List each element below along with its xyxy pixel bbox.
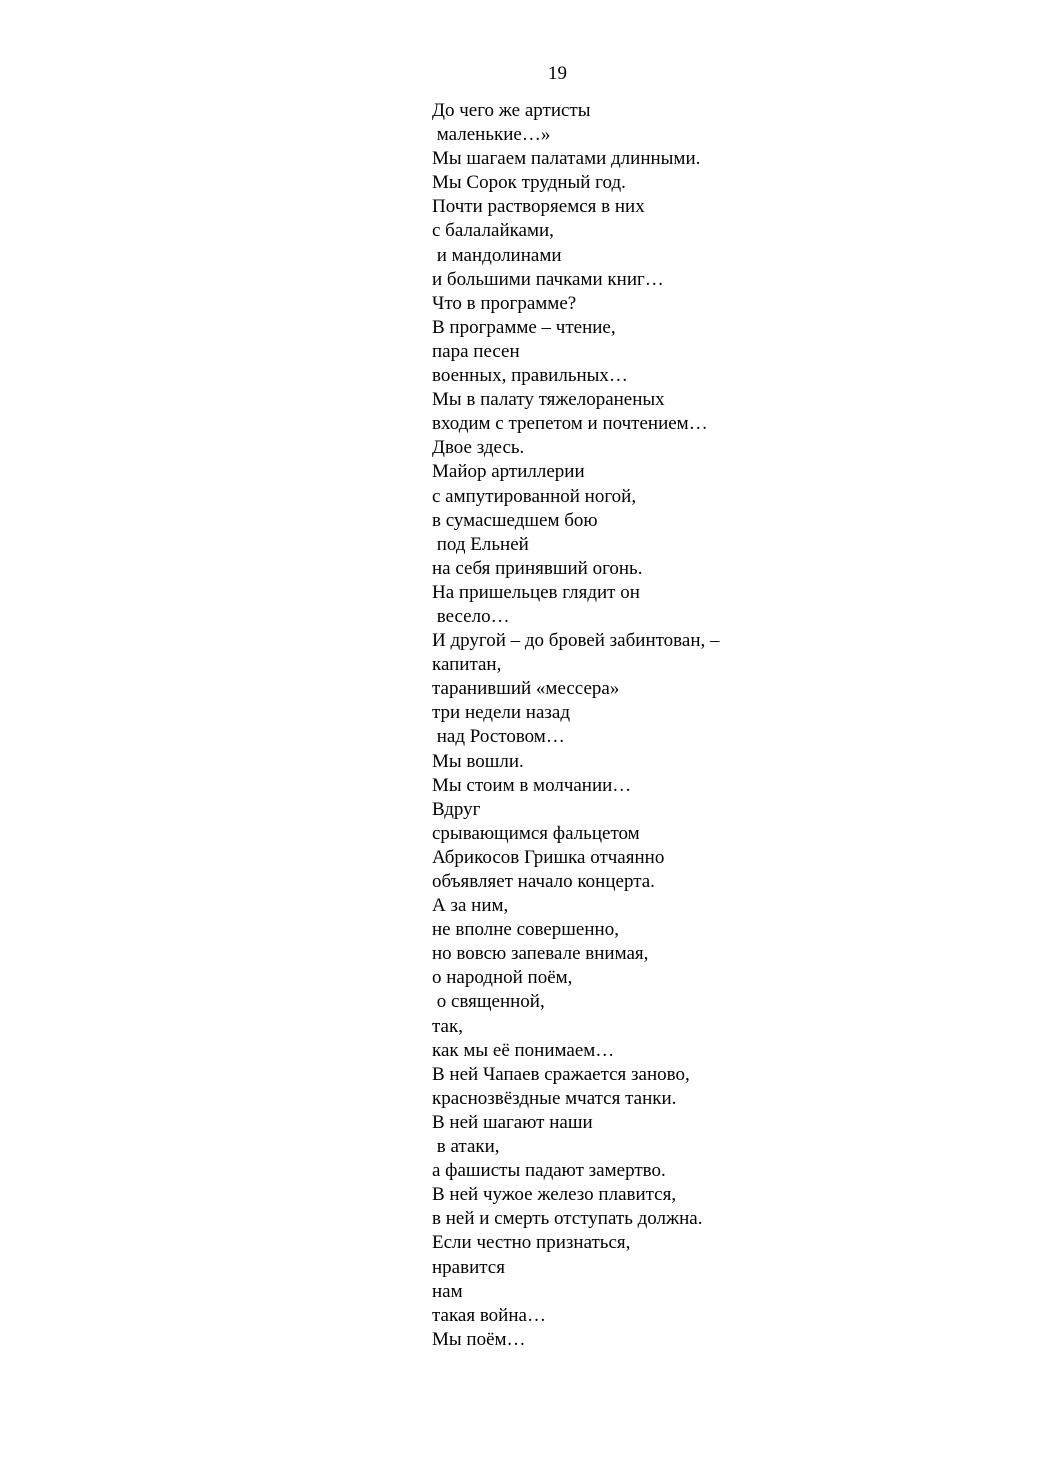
poem-line: военных, правильных…: [432, 365, 628, 387]
poem-line: в ней и смерть отступать должна.: [432, 1208, 703, 1230]
poem-line: Мы шагаем палатами длинными.: [432, 148, 701, 170]
poem-line: нам: [432, 1280, 463, 1302]
poem-line: Мы стоим в молчании…: [432, 774, 632, 796]
poem-line: срывающимся фальцетом: [432, 822, 640, 844]
poem-line: Мы поём…: [432, 1328, 526, 1350]
poem-line: в сумасшедшем бою: [432, 509, 598, 531]
poem-line: Если честно признаться,: [432, 1232, 631, 1254]
poem-line: так,: [432, 1015, 463, 1037]
poem-line: объявляет начало концерта.: [432, 871, 655, 892]
poem-line: но вовсю запевале внимая,: [432, 943, 649, 965]
poem-line: над Ростовом…: [432, 726, 565, 748]
poem-line: с балалайками,: [432, 220, 554, 242]
poem-line: краснозвёздные мчатся танки.: [432, 1087, 677, 1109]
poem-line: не вполне совершенно,: [432, 919, 619, 941]
poem-line: пара песен: [432, 340, 520, 362]
poem-line: таранивший «мессера»: [432, 678, 620, 700]
poem-line: с ампутированной ногой,: [432, 485, 637, 507]
poem-line: А за ним,: [432, 895, 509, 917]
poem-line: и мандолинами: [432, 244, 562, 266]
poem-line: о народной поём,: [432, 967, 573, 989]
poem-line: Что в программе?: [432, 292, 577, 314]
poem-line: маленькие…»: [432, 124, 551, 146]
poem-line: На пришельцев глядит он: [432, 581, 640, 603]
poem-line: входим с трепетом и почтением…: [432, 413, 708, 435]
poem-line: До чего же артисты: [432, 100, 591, 121]
poem-line: три недели назад: [432, 702, 571, 724]
page-number: 19: [548, 63, 567, 84]
poem-line: Майор артиллерии: [432, 461, 585, 483]
poem-line: Мы в палату тяжелораненых: [432, 389, 665, 411]
poem-line: В программе – чтение,: [432, 316, 616, 338]
poem-line: нравится: [432, 1256, 505, 1278]
poem-line: Абрикосов Гришка отчаянно: [432, 846, 665, 868]
poem-line: В ней шагают наши: [432, 1111, 593, 1133]
poem-line: на себя принявший огонь.: [432, 557, 643, 579]
poem-line: В ней чужое железо плавится,: [432, 1184, 677, 1206]
poem-line: а фашисты падают замертво.: [432, 1160, 666, 1182]
poem-line: под Ельней: [432, 533, 529, 555]
poem-line: Мы вошли.: [432, 750, 524, 772]
poem-text: [432, 99, 720, 1352]
poem-line: Двое здесь.: [432, 437, 525, 459]
poem-line: о священной,: [432, 991, 545, 1013]
poem-line: такая война…: [432, 1304, 546, 1326]
poem-line: Вдруг: [432, 798, 481, 820]
poem-line: И другой – до бровей забинтован, –: [432, 630, 720, 652]
poem-line: Почти растворяемся в них: [432, 196, 645, 218]
poem-line: капитан,: [432, 654, 502, 676]
poem-line: как мы её понимаем…: [432, 1039, 615, 1061]
poem-line: в атаки,: [432, 1136, 500, 1158]
poem-line: весело…: [432, 605, 510, 627]
poem-line: и большими пачками книг…: [432, 268, 664, 290]
poem-line: В ней Чапаев сражается заново,: [432, 1063, 690, 1085]
poem-line: Мы Сорок трудный год.: [432, 172, 626, 194]
